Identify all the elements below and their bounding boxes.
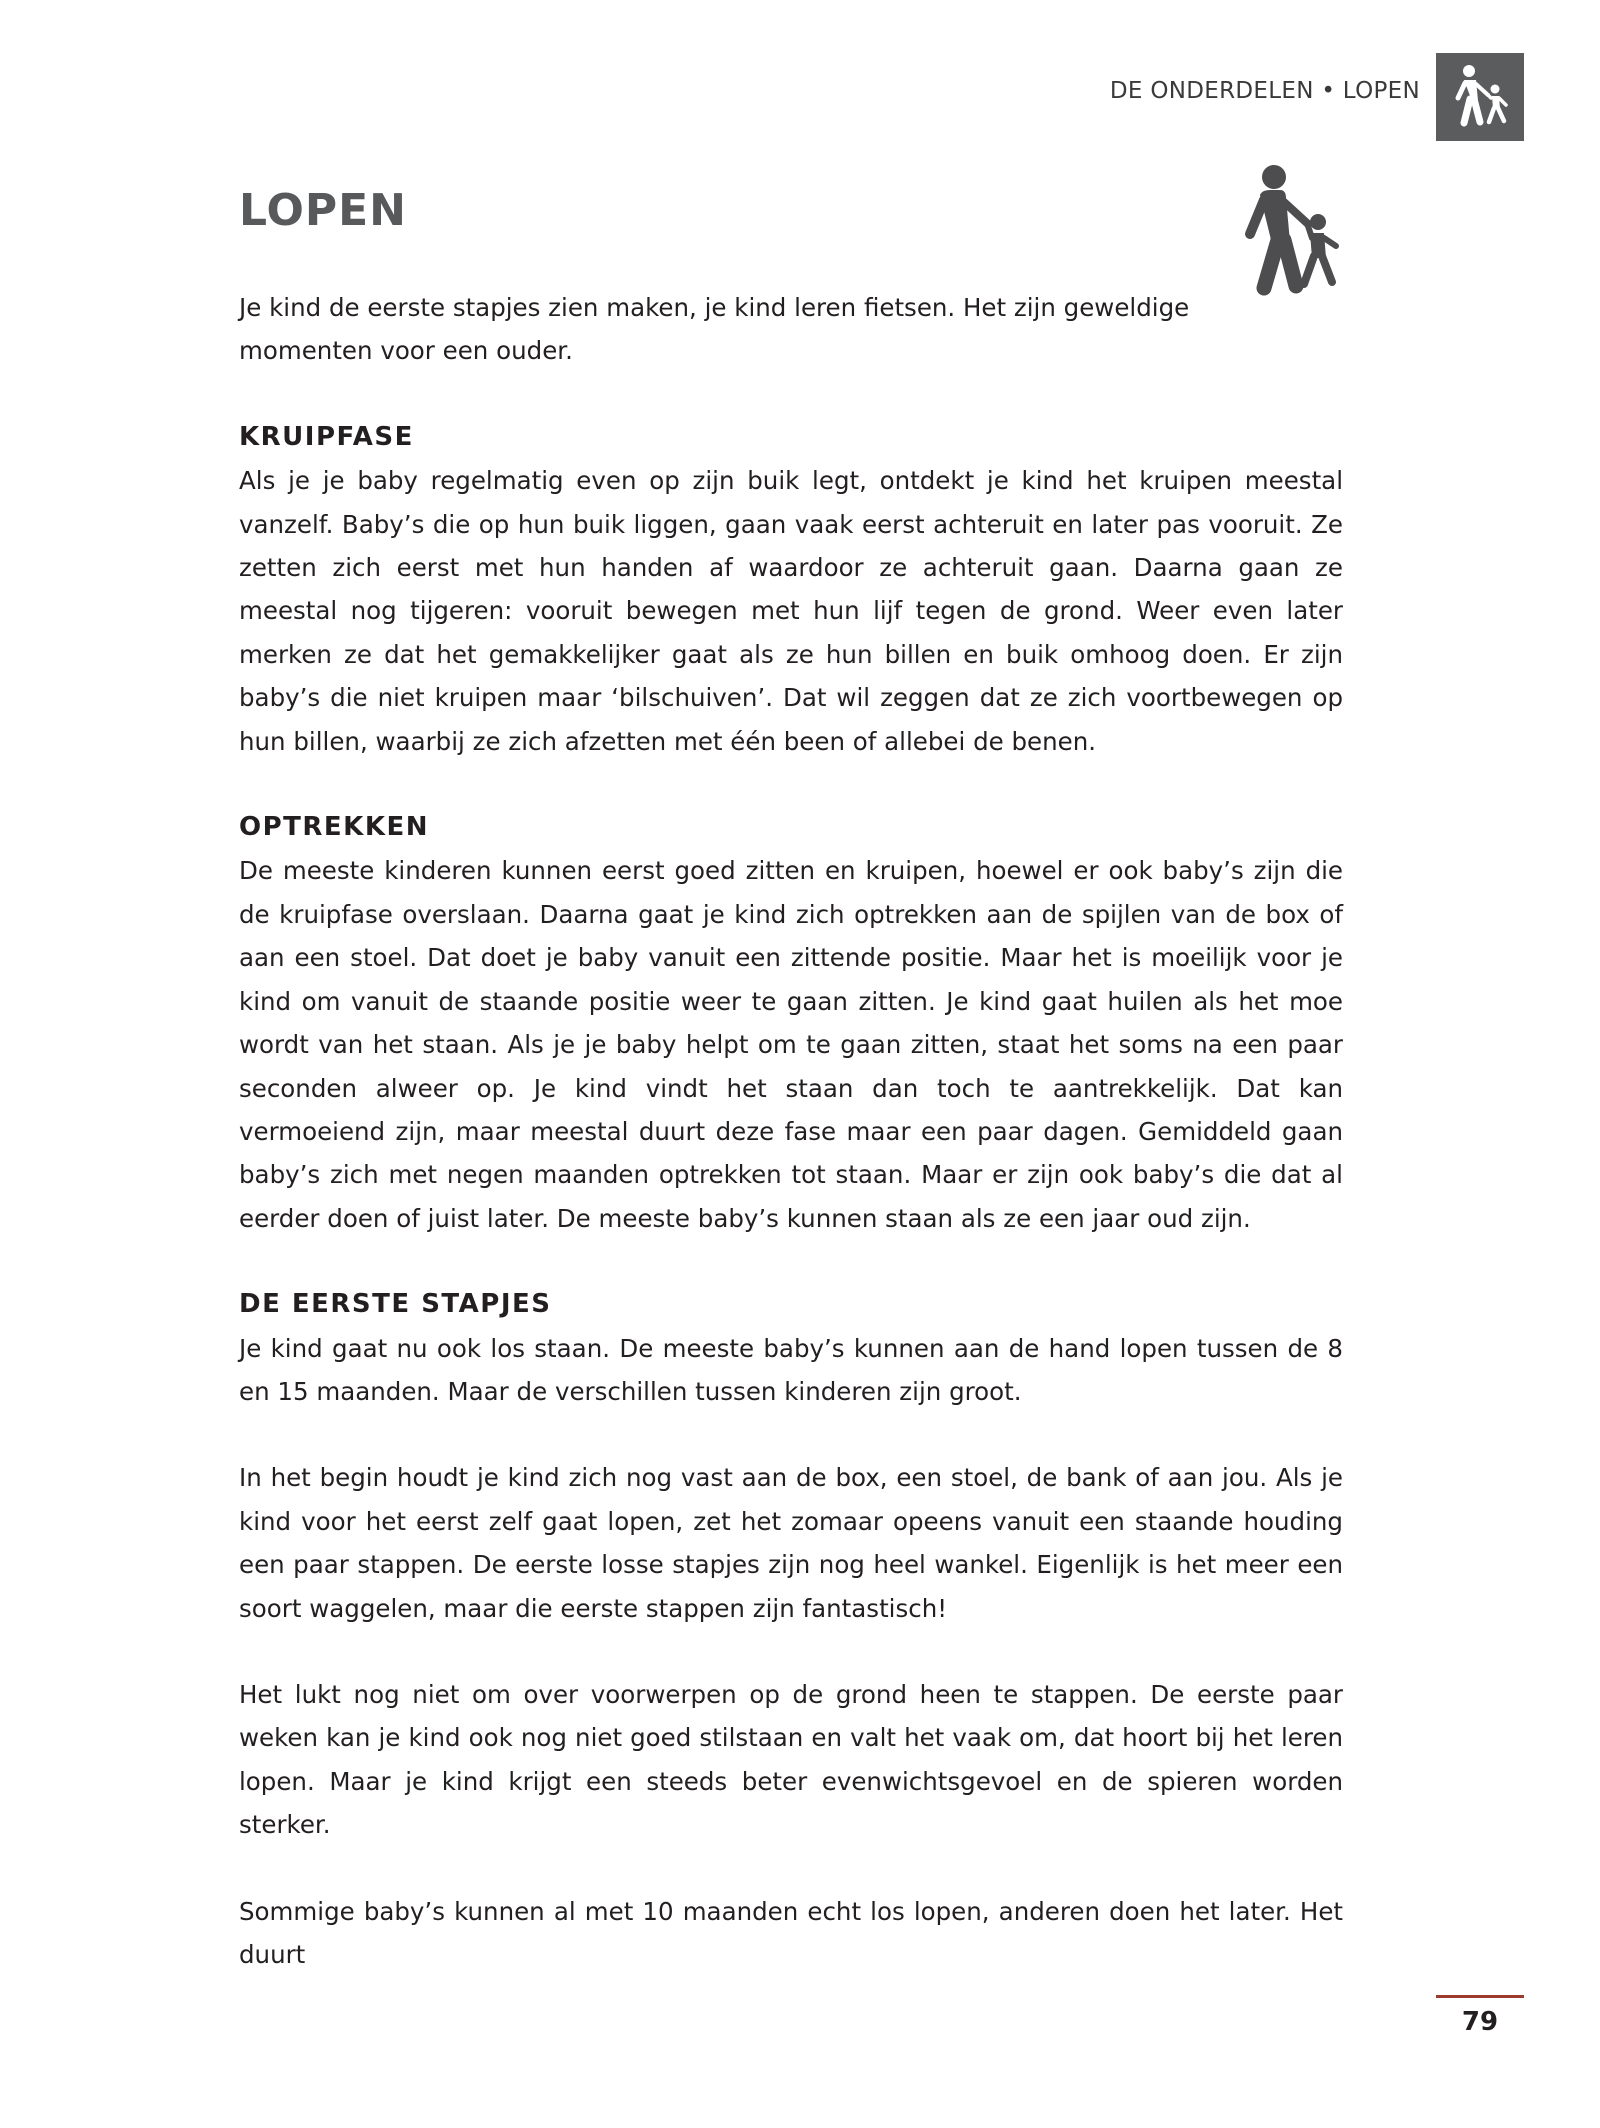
section-heading-optrekken: OPTREKKEN [239,812,429,843]
paragraph: Sommige baby’s kunnen al met 10 maanden echt los lopen, anderen doen het later. Het duurt [239,1896,1343,1969]
footer-accent-line [1436,1995,1524,1998]
paragraph: Als je je baby regelmatig even op zijn buik legt, ontdekt je kind het kruipen meestal vanzelf. Baby’s die op hun buik liggen, gaan vaak eerst achteruit en later pas vooruit. Ze zetten zich eerst met hun handen af waardoor ze achteruit gaan. Daarna gaan ze meestal nog tijgeren: vooruit bewegen met hun lijf tegen de grond. Weer even later merken ze dat het gemakkelijker gaat als ze hun billen en buik omhoog doen. Er zijn baby’s die niet kruipen maar ‘bilschuiven’. Dat wil zeggen dat ze zich voortbewegen op hun billen, waarbij ze zich afzetten met één been of allebei de benen. [239,466,1343,756]
paragraph: Het lukt nog niet om over voorwerpen op de grond heen te stappen. De eerste paar weken kan je kind ook nog niet goed stilstaan en valt het vaak om, dat hoort bij het leren lopen. Maar je kind krijgt een steeds beter evenwichtsgevoel en de spieren worden sterker. [239,1679,1343,1840]
section-heading-de-eerste-stapjes: DE EERSTE STAPJES [239,1289,552,1320]
paragraph: In het begin houdt je kind zich nog vast aan de box, een stoel, de bank of aan jou. Als je kind voor het eerst zelf gaat lopen, zet het zomaar opeens vanuit een staande houding een paar stappen. De eerste losse stapjes zijn nog heel wankel. Eigenlijk is het meer een soort waggelen, maar die eerste stappen zijn fantastisch! [239,1463,1343,1623]
paragraph: Je kind gaat nu ook los staan. De meeste baby’s kunnen aan de hand lopen tussen de 8 en 15 maanden. Maar de verschillen tussen kinderen zijn groot. [239,1333,1343,1406]
paragraph: De meeste kinderen kunnen eerst goed zitten en kruipen, hoewel er ook baby’s zijn die de kruipfase overslaan. Daarna gaat je kind zich optrekken aan de spijlen van de box of aan een stoel. Dat doet je baby vanuit een zittende positie. Maar het is moeilijk voor je kind om vanuit de staande positie weer te gaan zitten. Je kind gaat huilen als het moe wordt van het staan. Als je je baby helpt om te gaan zitten, staat het soms na een paar seconden alweer op. Je kind vindt het staan dan toch te aantrekkelijk. Dat kan vermoeiend zijn, maar meestal duurt deze fase maar een paar dagen. Gemiddeld gaan baby’s zich met negen maanden optrekken tot staan. Maar er zijn ook baby’s die dat al eerder doen of juist later. De meeste baby’s kunnen staan als ze een jaar oud zijn. [239,856,1343,1233]
walking-adult-child-icon [1224,162,1348,298]
walking-adult-child-icon [1436,53,1524,141]
article-body [239,286,1343,1976]
section-label: DE ONDERDELEN • LOPEN [1109,78,1420,104]
page-number: 79 [1461,2007,1499,2037]
page-title: LOPEN [239,185,408,236]
intro-paragraph: Je kind de eerste stapjes zien maken, je kind leren fietsen. Het zijn geweldige momenten voor een ouder. [239,293,1190,366]
section-heading-kruipfase: KRUIPFASE [239,421,414,452]
